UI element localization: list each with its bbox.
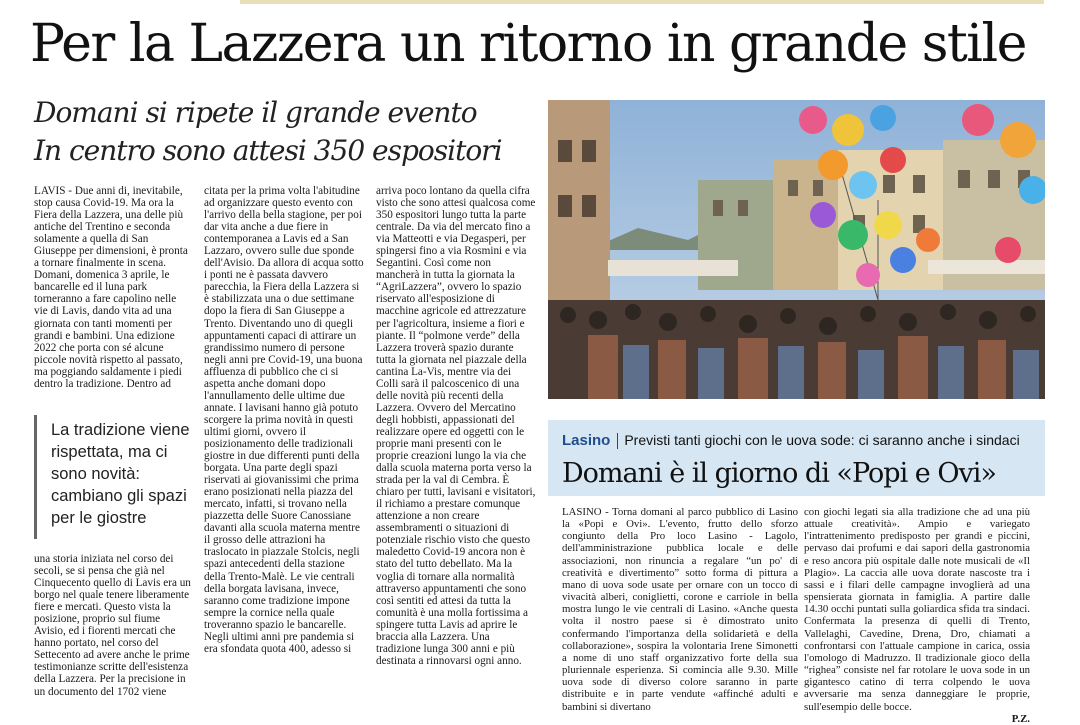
top-accent-bar bbox=[240, 0, 1044, 4]
column-1-continued-text: una storia iniziata nel corso dei secoli, se si pensa che già nel Cinquecento quello di Lavis era un borgo nel quale tenere liberamente fiere e mercati. Questo vista la posizione, proprio sul fiume Avisio, ed i fiorenti mercati che hanno portato, nel corso del Settecento ad avere anche le prime testimonianze scritte dell'esistenza della Lazzera. Per la precisione in un documento del 1702 viene bbox=[34, 553, 191, 698]
sidebar-location: Lasino bbox=[562, 432, 611, 449]
kicker-divider bbox=[617, 433, 618, 449]
column-1-text: LAVIS - Due anni di, inevitabile, stop causa Covid-19. Ma ora la Fiera della Lazzera, una delle più antiche del Trentino e seconda solamente a quella di San Giuseppe per dimensioni, è pronta a tornare finalmente in scena. Domani, domenica 3 aprile, le bancarelle ed il luna park torneranno a fare capolino nelle vie di Lavis, dando vita ad una giornata con tanti momenti per grandi e bambini. Una edizione 2022 che porta con sé alcune piccole novità rispetto al passato, ma poggiando saldamente i piedi dentro la tradizione. Dentro ad bbox=[34, 185, 188, 390]
sidebar-title: Domani è il giorno di «Popi e Ovi» bbox=[562, 458, 996, 489]
headline: Per la Lazzera un ritorno in grande stile bbox=[30, 14, 1026, 74]
article-column-3 bbox=[376, 185, 536, 667]
article-column-1 bbox=[34, 185, 192, 390]
sidebar-kicker bbox=[562, 431, 1020, 450]
sidebar-column-1 bbox=[562, 506, 798, 713]
sidebar-column-2 bbox=[804, 506, 1030, 725]
article-column-2 bbox=[204, 185, 364, 655]
column-2-text: citata per la prima volta l'abitudine ad organizzare questo evento con l'arrivo della bella stagione, per poi dar vita anche a due fiere in contemporanea a Lavis ed a San Lazzaro, ovvero sulle due sponde dell'Avisio. Da allora di acqua sotto i ponti ne è passata davvero parecchia, la Fiera della Lazzera si è stabilizzata una o due settimane dopo la fiera di San Giuseppe a Trento. Diventando uno di quegli appuntamenti capaci di attirare un grandissimo numero di persone negli anni pre Covid-19, una buona affluenza di pubblico che ci si aspetta anche domani dopo l'annullamento delle ultime due annate. I lavisani hanno già potuto scorgere la prima novità in questi ultimi giorni, ovvero il posizionamento delle tradizionali giostre in due differenti punti della borgata. Una parte degli spazi riservati ai giovanissimi che prima erano posizionati nella piazza del mercato, infatti, si trovano nella piazzetta delle Suore Canossiane davanti alla scuola materna mentre il grosso delle attrazioni ha traslocato in piazzale Stolcis, negli spazi antecedenti della stazione della Trento-Malè. Le vie centrali della borgata lavisana, invece, saranno come tradizione impone sempre la cornice nella quale troveranno spazio le bancarelle. Negli ultimi anni pre pandemia si era sfondata quota 400, adesso si bbox=[204, 185, 364, 655]
sidebar-kicker-text: Previsti tanti giochi con le uova sode: ci saranno anche i sindaci bbox=[624, 432, 1020, 448]
column-3-text: arriva poco lontano da quella cifra visto che sono attesi qualcosa come 350 espositori lungo tutta la parte centrale. Da via del mercato fino a via Matteotti e via Degasperi, per spingersi fino a via Rosmini e via Segantini. Così come non mancherà in tutta la giornata la “AgriLazzera”, ovvero lo spazio riservato all'esposizione di macchine agricole ed attrezzature per l'agricoltura, insieme a fiori e piante. Il “polmone verde” della Lazzera troverà spazio durante tutta la giornata nel piazzale della cantina La-Vis, mentre via dei Colli sarà il palcoscenico di una delle novità più recenti della Lazzera. Ovvero del Mercatino degli hobbisti, appassionati del realizzare opere ed oggetti con le proprie mani presenti con le proprie creazioni lungo la via che dalla scuola materna porta verso la strada per la val di Cembra. È chiaro per tutti, lavisani e visitatori, il richiamo a prestare comunque attenzione a non creare assembramenti o situazioni di potenziale rischio visto che questo maledetto Covid-19 ancora non è stato del tutto debellato. Ma la voglia di tornare alla normalità attraverso appuntamenti che sono così sentiti ed attesi da tutta la comunità è una molla fortissima a spingere tutta Lavis ad aprire le braccia alla Lazzera. Una tradizione lunga 300 anni e più destinata a rinnovarsi ogni anno. bbox=[376, 185, 536, 667]
sidebar-column-2-text: con giochi legati sia alla tradizione che ad una più attuale creatività». Ampio e variegato l'intrattenimento predisposto per grandi e piccini, pervaso dai profumi e dai sapori della gastronomia e reso ancora più ospitale dalle note musicali de «Il Plagio». La caccia alle uova dorate nascoste tra i sassi e i filari delle campagne invoglierà ad una spensierata giornata in famiglia. A partire dalle 14.30 occhi puntati sulla goliardica sfida tra sindaci. Confermata la presenza di quelli di Trento, Vallelaghi, Cavedine, Drena, Dro, chiamati a confrontarsi con l'attuale campione in carica, ossia l'omologo di Madruzzo. Il tradizionale gioco della “righea” consiste nel far rotolare le uova sode in un gigantesco catino di terra colpendo le uova avversarie ma senza danneggiare le proprie, sull'esempio delle bocce. bbox=[804, 506, 1030, 713]
sidebar-column-1-text: LASINO - Torna domani al parco pubblico di Lasino la «Popi e Ovi». L'evento, frutto dello sforzo congiunto della Pro loco Lasino - Lagolo, dell'amministrazione pubblica locale e delle associazioni, non rinuncia a regalare “un po' di creatività e divertimento” sotto forma di pittura a mano di uova sode usate per ornare con un tocco di vivacità alberi, coniglietti, corone e carriole in bella mostra lungo le vie centrali di Lasino. «Anche questa volta il nostro paese si è dimostrato unito confermando l'importanza della solidarietà e della collaborazione», sospira la volontaria Irene Simonetti a nome di uno staff organizzativo forte della sua pluriennale esperienza. Si comincia alle 9.30. Mille uova sode di diverso colore saranno in parte distribuite e in parte vendute «affinché adulti e bambini si divertano bbox=[562, 506, 798, 713]
article-column-1-continued bbox=[34, 553, 192, 698]
deck bbox=[34, 94, 544, 170]
fair-photo-illustration bbox=[548, 100, 1045, 399]
fair-photo bbox=[548, 100, 1045, 399]
deck-line-2: In centro sono attesi 350 espositori bbox=[34, 134, 502, 167]
deck-line-1: Domani si ripete il grande evento bbox=[34, 96, 477, 129]
pull-quote: La tradizione viene rispettata, ma ci sono novità: cambiano gli spazi per le giostre bbox=[34, 415, 192, 539]
author-signature: P.Z. bbox=[1011, 712, 1030, 725]
